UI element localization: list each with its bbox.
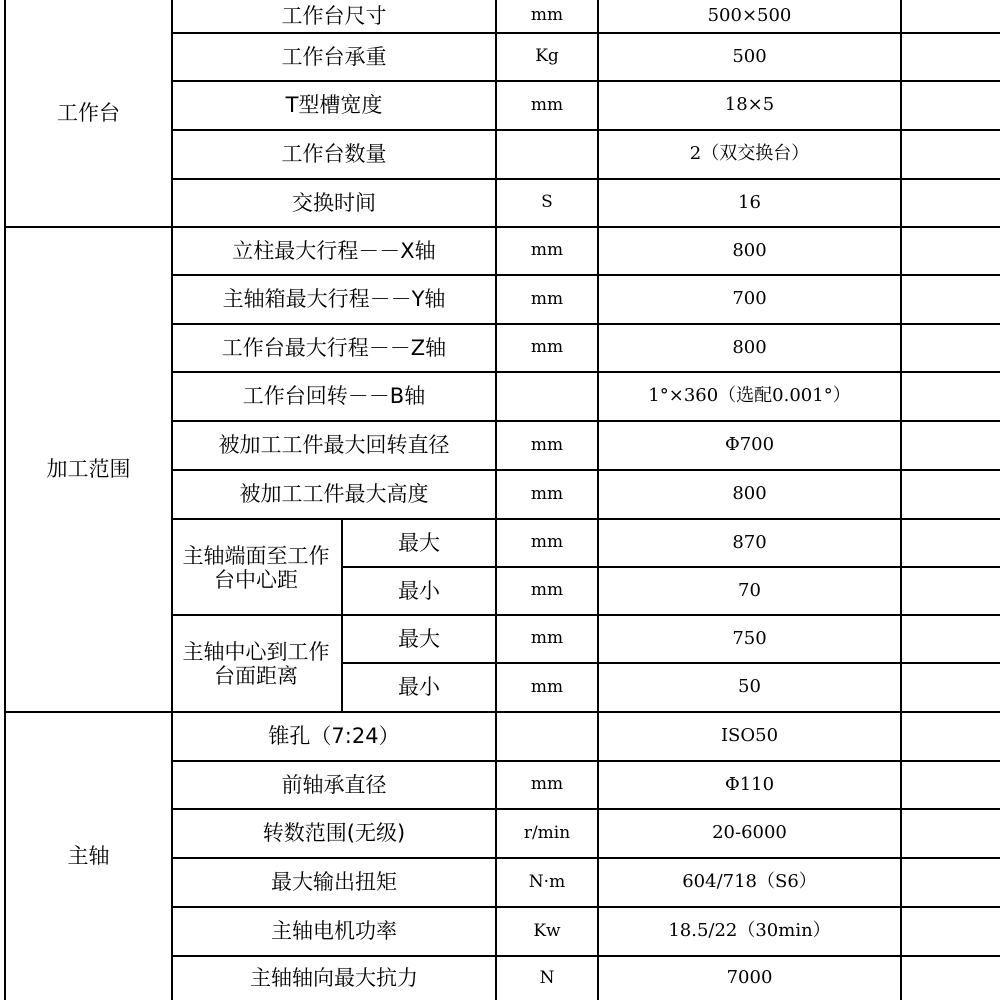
spec-unit: S	[541, 192, 553, 213]
spec-item-label: 工作台数量	[281, 142, 387, 167]
spec-item-label: 最小	[398, 675, 440, 700]
spec-unit: mm	[530, 580, 564, 601]
spec-value: 700	[732, 288, 767, 310]
spec-item-label: 前轴承直径	[281, 772, 387, 797]
spec-value: 1°×360（选配0.001°）	[648, 385, 851, 407]
spec-value: 870	[732, 531, 767, 553]
spec-item-label: 工作台承重	[281, 44, 387, 69]
spec-unit: mm	[530, 94, 564, 115]
spec-value: 500	[732, 45, 767, 67]
spec-value: 20-6000	[712, 822, 787, 844]
spec-unit: mm	[530, 288, 564, 309]
spec-item-label: 最大	[398, 626, 440, 651]
spec-unit: mm	[530, 532, 564, 553]
spec-unit: mm	[530, 483, 564, 504]
spec-unit	[497, 373, 597, 420]
spec-value: 18.5/22（30min）	[668, 920, 831, 942]
spec-unit: Kg	[535, 46, 559, 67]
spec-item-label: 最大	[398, 530, 440, 555]
spec-value: Φ110	[724, 773, 775, 795]
group-label: 加工范围	[46, 457, 131, 482]
spec-unit	[497, 131, 597, 178]
spec-value: Φ700	[724, 434, 775, 456]
spec-unit: N	[539, 967, 555, 988]
spec-item-label: 工作台尺寸	[281, 3, 387, 28]
spec-item-label: 主轴电机功率	[271, 919, 397, 944]
spec-item-label: 锥孔（7:24）	[268, 724, 400, 749]
spec-item-label: 工作台回转－－B轴	[242, 384, 426, 409]
spec-unit: Kw	[533, 920, 561, 941]
spec-unit: mm	[530, 337, 564, 358]
spec-item-label: 转数范围(无级)	[262, 821, 406, 846]
spec-value: 7000	[726, 967, 773, 989]
spec-item-label: 最大输出扭矩	[271, 870, 397, 895]
subgroup-label: 主轴中心到工作台面距离	[182, 639, 330, 688]
spec-unit: mm	[530, 5, 564, 26]
spec-item-label: 被加工工件最大回转直径	[218, 433, 450, 458]
spec-value: 16	[738, 191, 761, 213]
spec-unit	[497, 713, 597, 760]
group-label: 工作台	[57, 100, 120, 125]
spec-value: 750	[732, 627, 767, 649]
spec-item-label: 工作台最大行程－－Z轴	[221, 335, 447, 360]
spec-unit: mm	[530, 628, 564, 649]
spec-item-label: 交换时间	[292, 190, 376, 215]
spec-value: ISO50	[720, 725, 779, 747]
subgroup-label: 主轴端面至工作台中心距	[182, 543, 330, 592]
spec-item-label: 最小	[398, 578, 440, 603]
spec-value: 18×5	[724, 94, 775, 116]
spec-value: 50	[738, 676, 761, 698]
spec-unit: mm	[530, 774, 564, 795]
spec-item-label: 主轴轴向最大抗力	[250, 966, 418, 991]
spec-item-label: T型槽宽度	[285, 93, 383, 118]
spec-unit: mm	[530, 676, 564, 697]
group-label: 主轴	[67, 844, 110, 869]
spec-item-label: 主轴箱最大行程－－Y轴	[222, 287, 446, 312]
spec-value: 604/718（S6）	[682, 871, 817, 893]
spec-value: 70	[738, 579, 761, 601]
column-divider	[900, 0, 902, 1000]
spec-value: 500×500	[707, 4, 792, 26]
spec-unit: mm	[530, 434, 564, 455]
spec-value: 2（双交换台）	[689, 143, 810, 165]
spec-item-label: 立柱最大行程－－X轴	[232, 238, 436, 263]
spec-unit: r/min	[523, 822, 571, 843]
spec-item-label: 被加工工件最大高度	[239, 482, 429, 507]
spec-value: 800	[732, 336, 767, 358]
spec-value: 800	[732, 483, 767, 505]
spec-value: 800	[732, 239, 767, 261]
spec-unit: N·m	[528, 871, 566, 892]
spec-unit: mm	[530, 240, 564, 261]
